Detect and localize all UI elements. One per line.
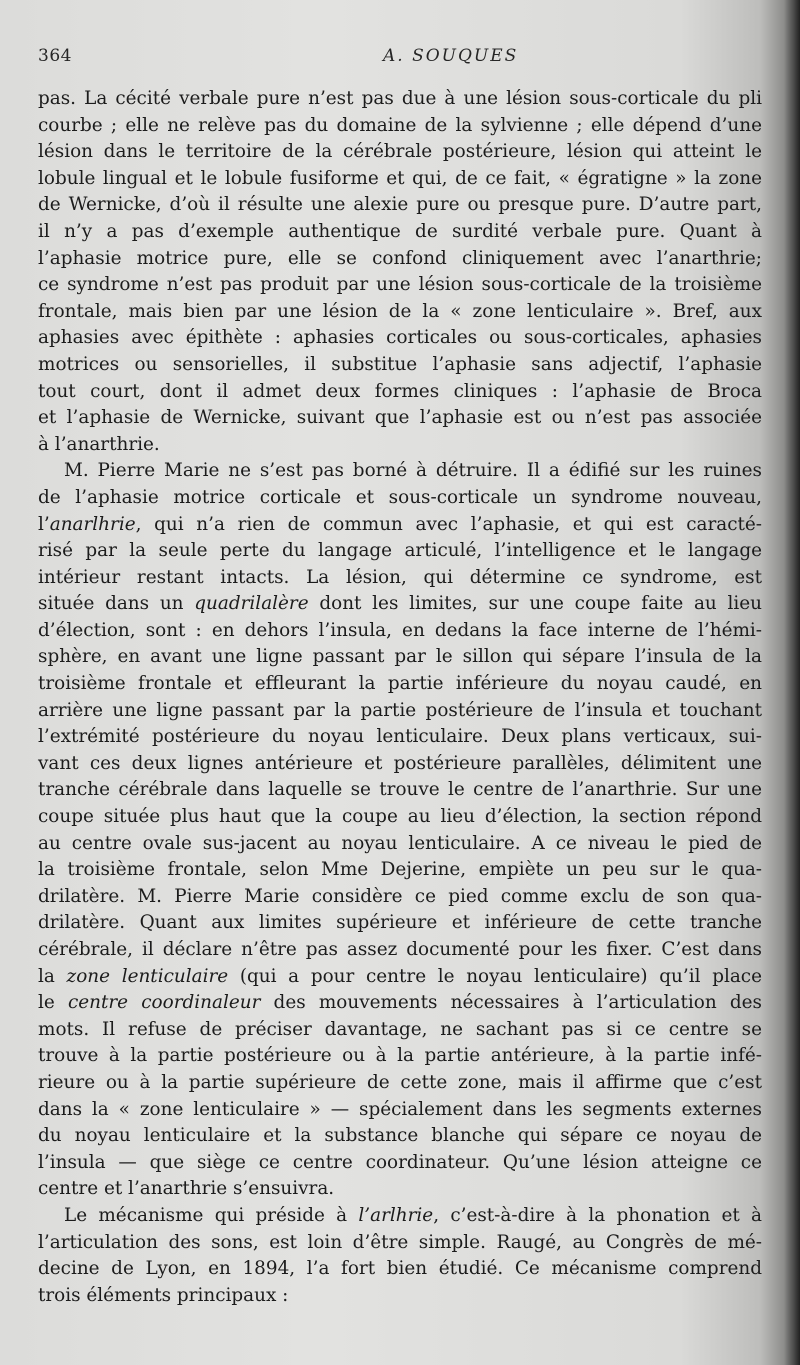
- binding-shadow: [784, 0, 800, 1365]
- text-line: d’élection, sont : en dehors l’insula, en dedans la face interne de l’hémi-: [38, 619, 762, 641]
- text-line: tout court, dont il admet deux formes cliniques : l’aphasie de Broca: [38, 380, 762, 402]
- text-line: rieure ou à la partie supérieure de cette zone, mais il affirme que c’est: [38, 1071, 762, 1093]
- text-line: mots. Il refuse de préciser davantage, ne sachant pas si ce centre se: [38, 1018, 762, 1040]
- page-header: [38, 46, 762, 72]
- text-line: dans la « zone lenticulaire » — spécialement dans les segments externes: [38, 1098, 762, 1120]
- text-line: la zone lenticulaire (qui a pour centre le noyau lenticulaire) qu’il place: [38, 965, 762, 987]
- text-line: lésion dans le territoire de la cérébrale postérieure, lésion qui atteint le: [38, 141, 762, 163]
- text-line: la troisième frontale, selon Mme Dejerine, empiète un peu sur le qua-: [38, 859, 762, 881]
- text-line: frontale, mais bien par une lésion de la « zone lenticulaire ». Bref, aux: [38, 300, 762, 322]
- text-line: trois éléments principaux :: [38, 1284, 289, 1306]
- text-line: decine de Lyon, en 1894, l’a fort bien étudié. Ce mécanisme comprend: [38, 1258, 762, 1280]
- text-line: troisième frontale et effleurant la partie inférieure du noyau caudé, en: [38, 673, 762, 695]
- text-line: sphère, en avant une ligne passant par le sillon qui sépare l’insula de la: [38, 646, 762, 668]
- text-line: l’aphasie motrice pure, elle se confond cliniquement avec l’anarthrie;: [38, 247, 762, 269]
- text-line: le centre coordinaleur des mouvements nécessaires à l’articulation des: [38, 992, 762, 1014]
- text-line: courbe ; elle ne relève pas du domaine de la sylvienne ; elle dépend d’une: [38, 114, 762, 136]
- italic-term: quadrilalère: [194, 593, 309, 615]
- text-line: de l’aphasie motrice corticale et sous-corticale un syndrome nouveau,: [38, 486, 762, 508]
- page-number: 364: [38, 46, 72, 66]
- text-line: ce syndrome n’est pas produit par une lésion sous-corticale de la troisième: [38, 274, 762, 296]
- text-line: pas. La cécité verbale pure n’est pas due à une lésion sous-corticale du pli: [38, 88, 762, 109]
- body-text: [38, 86, 762, 1309]
- text-line: drilatère. M. Pierre Marie considère ce pied comme exclu de son qua-: [38, 885, 762, 907]
- italic-term: centre coordinaleur: [67, 992, 261, 1014]
- text-line: l’extrémité postérieure du noyau lenticulaire. Deux plans verticaux, sui-: [38, 726, 762, 748]
- text-line: tranche cérébrale dans laquelle se trouve le centre de l’anarthrie. Sur une: [38, 779, 762, 801]
- text-line: cérébrale, il déclare n’être pas assez documenté pour les fixer. C’est dans: [38, 939, 762, 960]
- text-line: centre et l’anarthrie s’ensuivra.: [38, 1178, 335, 1200]
- text-line: vant ces deux lignes antérieure et postérieure parallèles, délimitent une: [38, 752, 762, 774]
- text-line: intérieur restant intacts. La lésion, qui détermine ce syndrome, est: [38, 566, 762, 588]
- text-line: trouve à la partie postérieure ou à la partie antérieure, à la partie infé-: [38, 1045, 762, 1067]
- text-line: l’anarlhrie, qui n’a rien de commun avec l’aphasie, et qui est caracté-: [38, 513, 762, 535]
- italic-term: anarlhrie: [49, 513, 136, 535]
- text-line: motrices ou sensorielles, il substitue l’aphasie sans adjectif, l’aphasie: [38, 353, 762, 375]
- text-line: lobule lingual et le lobule fusiforme et qui, de ce fait, « égratigne » la zone: [38, 167, 762, 189]
- text-line: risé par la seule perte du langage articulé, l’intelligence et le langage: [38, 540, 762, 562]
- text-line: M. Pierre Marie ne s’est pas borné à détruire. Il a édifié sur les ruines: [64, 460, 762, 482]
- text-line: l’articulation des sons, est loin d’être simple. Raugé, au Congrès de mé-: [38, 1231, 762, 1253]
- text-line: au centre ovale sus-jacent au noyau lenticulaire. A ce niveau le pied de: [38, 832, 762, 854]
- running-head: A. SOUQUES: [383, 46, 519, 66]
- text-line: du noyau lenticulaire et la substance blanche qui sépare ce noyau de: [38, 1125, 762, 1147]
- italic-term: zone lenticulaire: [66, 965, 229, 987]
- text-line: coupe située plus haut que la coupe au lieu d’élection, la section répond: [38, 806, 762, 828]
- text-line: l’insula — que siège ce centre coordinateur. Qu’une lésion atteigne ce: [38, 1151, 762, 1173]
- text-line: arrière une ligne passant par la partie postérieure de l’insula et touchant: [38, 699, 762, 721]
- text-line: il n’y a pas d’exemple authentique de surdité verbale pure. Quant à: [38, 220, 762, 242]
- text-line: de Wernicke, d’où il résulte une alexie pure ou presque pure. D’autre part,: [38, 194, 762, 216]
- text-line: drilatère. Quant aux limites supérieure et inférieure de cette tranche: [38, 912, 762, 934]
- text-line: à l’anarthrie.: [38, 433, 160, 455]
- italic-term: l’arlhrie: [358, 1204, 434, 1226]
- text-line: aphasies avec épithète : aphasies corticales ou sous-corticales, aphasies: [38, 327, 762, 349]
- text-line: située dans un quadrilalère dont les limites, sur une coupe faite au lieu: [38, 593, 762, 615]
- text-line: et l’aphasie de Wernicke, suivant que l’aphasie est ou n’est pas associée: [38, 407, 762, 429]
- text-line: Le mécanisme qui préside à l’arlhrie, c’est-à-dire à la phonation et à: [64, 1204, 762, 1226]
